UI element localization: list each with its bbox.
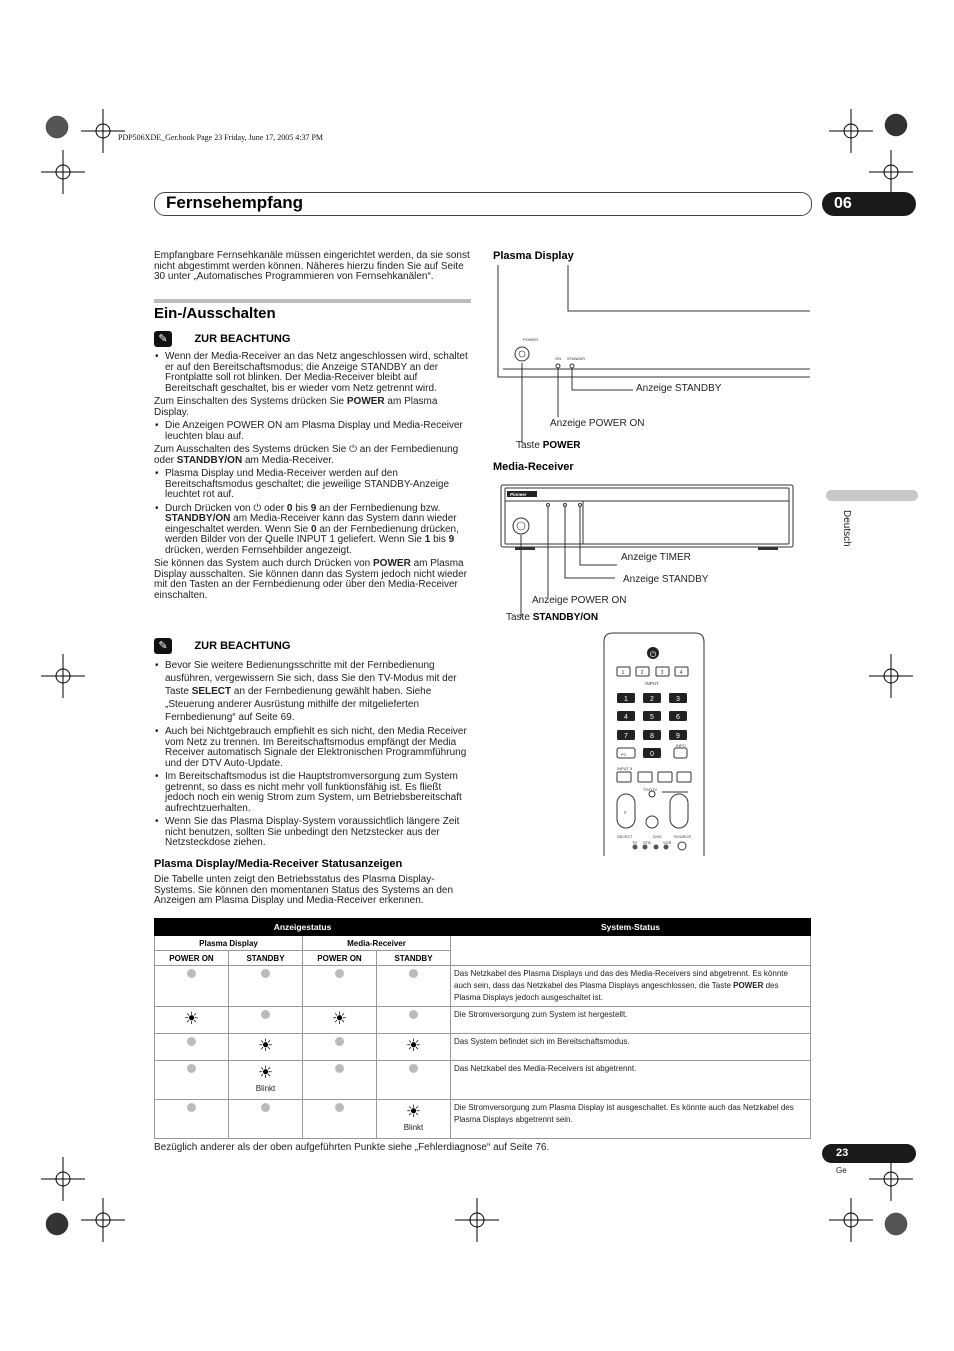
status-heading: Plasma Display/Media-Receiver Statusanzeigen xyxy=(154,858,403,870)
mode-led xyxy=(654,845,659,850)
standby-icon: ⏻ xyxy=(253,502,262,514)
svg-text:8: 8 xyxy=(650,733,654,740)
remote-control-figure xyxy=(600,630,710,860)
indicator-off-icon xyxy=(261,1010,270,1019)
system-status-cell: Das Netzkabel des Plasma Displays und das des Media-Receivers sind abgetrennt. Es könnte auch sein, dass das Netzkabel des Plasma Displays angeschlossen, die Taste POWER des Plasma Displays jedoch ausgeschaltet ist. xyxy=(451,966,811,1007)
svg-text:4: 4 xyxy=(624,714,628,721)
system-status-cell: Die Stromversorgung zum Plasma Display ist ausgeschaltet. Es könnte auch das Netzkabel des Plasma Displays abgetrennt sein. xyxy=(451,1100,811,1139)
power-off-bullet: • Plasma Display und Media-Receiver werden auf den Bereitschaftsmodus geschaltet; die jeweilige STANDBY-Anzeige leuchtet rot auf. xyxy=(154,469,472,501)
indicator-off-icon xyxy=(187,1037,196,1046)
callout-line xyxy=(572,369,633,390)
indicator-off-icon xyxy=(409,1010,418,1019)
svg-text:TV: TV xyxy=(632,840,638,845)
indicator-off-icon xyxy=(335,1103,344,1112)
note-pencil-icon: ✎ xyxy=(154,638,172,654)
svg-text:INFO: INFO xyxy=(676,743,686,748)
svg-text:3: 3 xyxy=(676,696,680,703)
receiver-group-header: Media-Receiver xyxy=(303,936,451,951)
blink-label: Blinkt xyxy=(403,1123,424,1132)
receiver-figure-title: Media-Receiver xyxy=(493,461,574,473)
svg-text:PC: PC xyxy=(621,752,627,757)
section-title: Ein-/Ausschalten xyxy=(154,305,276,322)
note1-block xyxy=(154,352,472,601)
system-status-cell: Das System befindet sich im Bereitschaftsmodus. xyxy=(451,1034,811,1061)
col-plasma-standby: STANDBY xyxy=(229,951,303,966)
receiver-body xyxy=(501,485,793,547)
panel-power-text: POWER xyxy=(523,337,539,342)
svg-text:STB: STB xyxy=(643,840,651,845)
table-row xyxy=(155,1034,811,1061)
standby-led xyxy=(570,364,574,368)
indicator-off-icon xyxy=(409,969,418,978)
receiver-standby-key-callout: Taste STANDBY/ON xyxy=(506,612,599,623)
standby-led xyxy=(564,504,567,507)
plasma-power-callout: Taste POWER xyxy=(516,440,581,451)
page-language-code: Ge xyxy=(836,1166,847,1175)
color-target xyxy=(46,116,68,138)
receiver-foot xyxy=(515,547,535,550)
standby-icon: ⏻ xyxy=(349,444,358,455)
receiver-timer-callout: Anzeige TIMER xyxy=(621,552,691,563)
indicator-off-icon xyxy=(261,1103,270,1112)
note2-bullet: • Wenn Sie das Plasma Display-System voraussichtlich längere Zeit nicht benutzen, sollten Sie unbedingt den Netzstecker aus der Netzsteckdose ziehen. xyxy=(154,817,472,849)
indicator-off-icon xyxy=(261,969,270,978)
col-receiver-standby: STANDBY xyxy=(377,951,451,966)
language-label: Deutsch xyxy=(841,510,852,547)
intro-paragraph: Empfangbare Fernsehkanäle müssen eingerichtet werden, da sie sonst nicht abgestimmt werden können. Näheres hierzu finden Sie auf Seite 30 unter „Automatisches Programmieren von Fernsehkanälen“. xyxy=(154,250,470,282)
volume-rocker xyxy=(670,794,688,828)
source-button xyxy=(678,842,686,850)
note1-bullet: • Wenn der Media-Receiver an das Netz angeschlossen wird, schaltet er auf den Bereitschaftsmodus; die Anzeige STANDBY an der Frontplatte soll rot blinken. Der Media-Receiver bleibt auf Bereitschaft geschaltet, bis er wieder vom Netz getrennt wird. xyxy=(154,352,472,394)
svg-text:1: 1 xyxy=(624,696,628,703)
indicator-off-icon xyxy=(187,1103,196,1112)
function-button xyxy=(658,772,672,782)
svg-text:TV/DTV: TV/DTV xyxy=(643,787,658,792)
indicator-lit-icon: ☀ xyxy=(331,1009,348,1028)
blink-label: Blinkt xyxy=(255,1084,276,1093)
svg-text:4: 4 xyxy=(679,670,683,676)
indicator-lit-icon: ☀ xyxy=(405,1036,422,1055)
plasma-power-on-callout: Anzeige POWER ON xyxy=(550,418,645,429)
page-title: Fernsehempfang xyxy=(166,193,303,212)
svg-text:5: 5 xyxy=(650,714,654,721)
svg-text:SELECT: SELECT xyxy=(617,834,633,839)
info-button xyxy=(674,748,687,758)
remote-body xyxy=(604,633,704,856)
chapter-badge: 06 xyxy=(822,192,916,216)
plasma-frame-inner xyxy=(568,265,810,311)
callout-line xyxy=(580,507,617,565)
svg-text:1: 1 xyxy=(621,670,625,676)
svg-text:VCR: VCR xyxy=(663,840,672,845)
callout-line xyxy=(565,507,615,578)
system-status-cell: Das Netzkabel des Media-Receivers ist abgetrennt. xyxy=(451,1061,811,1100)
brand-logo-text: Pioneer xyxy=(510,492,527,497)
color-target xyxy=(885,1213,907,1235)
table-group-row xyxy=(155,936,811,951)
status-table xyxy=(154,918,811,1139)
mode-led xyxy=(664,845,669,850)
table-row xyxy=(155,966,811,1007)
indicator-off-icon xyxy=(409,1064,418,1073)
panel-standby-text: STANDBY xyxy=(567,356,586,361)
plasma-group-header: Plasma Display xyxy=(155,936,303,951)
svg-text:2: 2 xyxy=(640,670,644,676)
receiver-power-on-callout: Anzeige POWER ON xyxy=(532,595,627,606)
system-status-cell: Die Stromversorgung zum System ist hergestellt. xyxy=(451,1007,811,1034)
input5-button xyxy=(617,772,631,782)
indicator-blink-icon: ☀ xyxy=(257,1063,274,1082)
plasma-figure-title: Plasma Display xyxy=(493,250,574,262)
indicator-status-header: Anzeigestatus xyxy=(155,919,451,936)
receiver-foot xyxy=(758,547,778,550)
mode-led xyxy=(633,845,638,850)
indicator-off-icon xyxy=(187,1064,196,1073)
note-label: ZUR BEACHTUNG xyxy=(194,332,291,345)
svg-text:INPUT 5: INPUT 5 xyxy=(617,766,633,771)
indicator-lit-icon: ☀ xyxy=(257,1036,274,1055)
col-plasma-power-on: POWER ON xyxy=(155,951,229,966)
standby-on-button-icon xyxy=(513,518,529,534)
table-header-row xyxy=(155,919,811,936)
svg-text:0: 0 xyxy=(650,751,654,758)
file-info: PDP506XDE_Ger.book Page 23 Friday, June 17, 2005 4:37 PM xyxy=(118,133,324,142)
svg-text:2: 2 xyxy=(650,696,654,703)
power-on-instruction: Zum Einschalten des Systems drücken Sie POWER am Plasma Display. xyxy=(154,396,438,418)
plasma-display-figure xyxy=(493,265,813,455)
receiver-standby-callout: Anzeige STANDBY xyxy=(623,574,709,585)
indicator-lit-icon: ☀ xyxy=(183,1009,200,1028)
indicator-off-icon xyxy=(335,1064,344,1073)
page-number: 23 xyxy=(822,1144,916,1163)
power-off-instruction: Zum Ausschalten des Systems drücken Sie ⏻ an der Fernbedienung oder STANDBY/ON am Media-Receiver. xyxy=(154,444,459,466)
language-tab xyxy=(826,490,918,501)
note-pencil-icon: ✎ xyxy=(154,331,172,347)
svg-text:P: P xyxy=(624,810,627,815)
mode-led xyxy=(643,845,648,850)
svg-text:DVD: DVD xyxy=(653,834,662,839)
note-heading xyxy=(154,330,290,348)
note2-bullet: • Im Bereitschaftsmodus ist die Hauptstromversorgung zum System getrennt, so dass es nicht mehr voll funktionsfähig ist. Es fließt jedoch noch ein wenig Strom zum System, um Betriebsbereitschaft aufrechtzuerhalten. xyxy=(154,772,472,814)
col-receiver-power-on: POWER ON xyxy=(303,951,377,966)
section-rule xyxy=(154,299,471,303)
plasma-frame-outer xyxy=(498,265,810,377)
note-label: ZUR BEACHTUNG xyxy=(194,639,291,652)
note2-bullet: • Bevor Sie weitere Bedienungsschritte mit der Fernbedienung ausführen, vergewissern Sie sich, dass Sie den TV-Modus mit der Taste SELECT an der Fernbedienung gewählt haben. Siehe „Steuerung anderer Ausrüstung mithilfe der mitgelieferten Fernbedienung“ auf Seite 69. xyxy=(154,659,472,724)
table-row xyxy=(155,1061,811,1100)
svg-text:9: 9 xyxy=(676,733,680,740)
note2-block xyxy=(154,659,472,849)
power-button-icon xyxy=(515,347,529,361)
svg-text:6: 6 xyxy=(676,714,680,721)
power-off-bullet: • Durch Drücken von ⏻ oder 0 bis 9 an der Fernbedienung bzw. STANDBY/ON am Media-Receiver kann das System dann wieder eingeschaltet werden. Wenn Sie 0 an der Fernbedienung drücken, werden Bilder von der Quelle INPUT 1 geliefert. Wenn Sie 1 bis 9 drücken, werden Fernsehbilder angezeigt. xyxy=(154,504,472,557)
svg-text:SOURCE: SOURCE xyxy=(674,834,692,839)
power-on-bullet: • Die Anzeigen POWER ON am Plasma Display und Media-Receiver leuchten blau auf. xyxy=(154,421,472,442)
table-row xyxy=(155,1100,811,1139)
indicator-off-icon xyxy=(335,1037,344,1046)
function-button xyxy=(638,772,652,782)
note-heading xyxy=(154,637,290,655)
system-status-blank xyxy=(451,936,811,966)
timer-led xyxy=(579,504,582,507)
table-row xyxy=(155,1007,811,1034)
status-intro: Die Tabelle unten zeigt den Betriebsstatus des Plasma Display-Systems. Sie können den momentanen Status des Systems an den Anzeigen am Plasma Display und Media-Receiver erkennen. xyxy=(154,874,454,906)
system-status-header: System-Status xyxy=(451,919,811,936)
svg-text:INPUT: INPUT xyxy=(645,681,659,686)
power-on-led xyxy=(547,504,550,507)
svg-text:⏻: ⏻ xyxy=(649,650,657,659)
function-button xyxy=(677,772,691,782)
indicator-off-icon xyxy=(335,969,344,978)
indicator-blink-icon: ☀ xyxy=(405,1102,422,1121)
plasma-standby-callout: Anzeige STANDBY xyxy=(636,383,722,394)
indicator-off-icon xyxy=(187,969,196,978)
panel-on-text: ON xyxy=(555,356,561,361)
mute-button xyxy=(646,816,658,828)
svg-text:7: 7 xyxy=(624,733,628,740)
footer-note: Bezüglich anderer als der oben aufgeführten Punkte siehe „Fehlerdiagnose“ auf Seite 76. xyxy=(154,1142,550,1153)
svg-text:3: 3 xyxy=(660,670,664,676)
power-button-note: Sie können das System auch durch Drücken von POWER am Plasma Display ausschalten. Sie können dann das System jedoch nicht wieder mit den Tasten an der Fernbedienung oder über den Media-Receiver einschalten. xyxy=(154,558,467,601)
power-on-led xyxy=(556,364,560,368)
note2-bullet: • Auch bei Nichtgebrauch empfiehlt es sich nicht, den Media Receiver vom Netz zu trennen. Im Bereitschaftsmodus empfängt der Media Receiver automatisch Signale der Elektronischen Programmführung und der DTV Auto-Update. xyxy=(154,727,472,769)
color-target xyxy=(885,114,907,136)
color-target xyxy=(46,1213,68,1235)
